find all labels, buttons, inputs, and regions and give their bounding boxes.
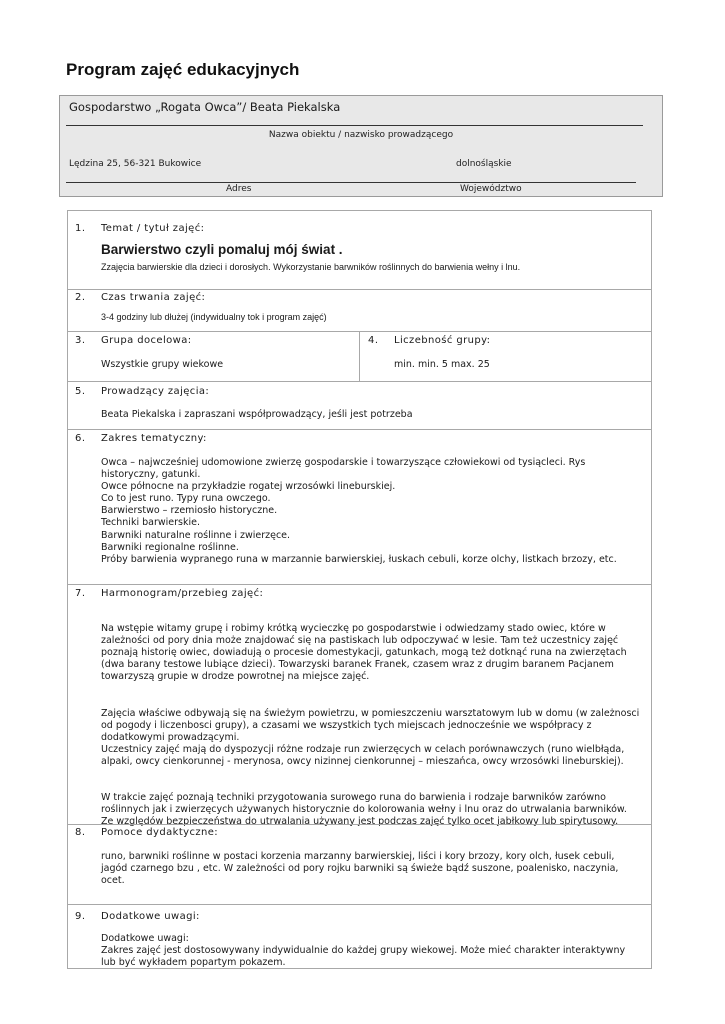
section-additional-notes (68, 904, 651, 969)
additional-notes-text: Dodatkowe uwagi: Zakres zajęć jest dostosowywany indywidualnie do każdej grupy wiekowej. Może mieć charakter interaktywny lub być wykładem popartym pokazem. (101, 933, 626, 969)
section-number: 6. (75, 433, 86, 444)
facility-caption: Nazwa obiektu / nazwisko prowadzącego (268, 130, 454, 140)
section-label: Prowadzący zajęcia: (101, 386, 210, 397)
section-number: 5. (75, 386, 86, 397)
teaching-aids-text: runo, barwniki roślinne w postaci korzenia marzanny barwierskiej, liści i kory brzozy, kory olch, łusek cebuli, jagód czarnego bzu , etc. W zależności od pory rojku barwniki są świeże bądź suszone, poalenisko, naczynia, ocet. (101, 851, 619, 887)
section-label: Czas trwania zajęć: (101, 292, 206, 303)
facility-underline (66, 125, 643, 126)
section-instructor (68, 381, 651, 430)
section-label: Grupa docelowa: (101, 335, 192, 346)
section-group-row (68, 331, 651, 382)
topic-heading: Barwierstwo czyli pomaluj mój świat . (101, 242, 343, 257)
facility-header-box (59, 95, 663, 197)
target-group-value: Wszystkie grupy wiekowe (101, 359, 224, 370)
section-number: 3. (75, 335, 86, 346)
section-label: Zakres tematyczny: (101, 433, 207, 444)
section-label: Pomoce dydaktyczne: (101, 827, 219, 838)
topic-description: Zzajęcia barwierskie dla dzieci i dorosłych. Wykorzystanie barwników roślinnych do barwienia wełny i lnu. (101, 262, 521, 272)
section-number: 4. (368, 335, 379, 346)
address-caption: Adres (226, 184, 252, 194)
group-size-value: min. min. 5 max. 25 (394, 359, 490, 370)
section-schedule (68, 584, 651, 828)
section-label: Liczebność grupy: (394, 335, 491, 346)
schedule-text (101, 611, 641, 853)
schedule-paragraph: Na wstępie witamy grupę i robimy krótką wycieczkę po gospodarstwie i odwiedzamy stado owiec, które w zależności od pory dnia może znajdować się na pastiskach lub odpoczywać w lesie. Tam też uczestnicy zajęć poznają historię owiec, dowiadują o procesie domestykacji, gatunkach, mogą też dotknąć runa na zwierzętach (dwa barany testowe lubiące dzieci). Towarzyski baranek Franek, czasem wraz z drugim baranem Pacjanem towarzyszą grupie w drodze powrotnej na miejsce zajęć. (101, 623, 627, 683)
section-teaching-aids (68, 824, 651, 905)
section-number: 9. (75, 911, 86, 922)
scope-text: Owca – najwcześniej udomowione zwierzę gospodarskie i towarzyszące człowiekowi od tysiącleci. Rys historyczny, gatunki. Owce północne na przykładzie rogatej wrzosówki lineburskiej. Co to jest runo. Typy runa owczego. Barwierstwo – rzemiosło historyczne. Techniki barwierskie. Barwniki naturalne roślinne i zwierzęce. Barwniki regionalne roślinne. Próby barwienia wypranego runa w marzannie barwierskiej, łuskach cebuli, korze olchy, listkach brzozy, etc. (101, 457, 617, 565)
section-number: 1. (75, 223, 86, 234)
section-label: Dodatkowe uwagi: (101, 911, 200, 922)
section-topic (68, 211, 651, 289)
section-number: 7. (75, 588, 86, 599)
duration-value: 3-4 godziny lub dłużej (indywidualny tok i program zajęć) (101, 312, 327, 322)
page-title: Program zajęć edukacyjnych (66, 60, 300, 79)
section-label: Temat / tytuł zajęć: (101, 223, 205, 234)
section-scope (68, 429, 651, 585)
schedule-paragraph: W trakcie zajęć poznają techniki przygotowania surowego runa do barwienia i rodzaje barwników zarówno roślinnych jak i zwierzęcych używanych historycznie do kolorowania wełny i lnu oraz do utrwalania barwników. Ze względów bezpieczeństwa do utrwalania używany jest podczas zajęć tylko ocet jabłkowy lub spirytusowy. (101, 792, 627, 828)
voivodeship-caption: Województwo (460, 184, 522, 194)
section-number: 8. (75, 827, 86, 838)
column-divider (359, 332, 360, 382)
section-number: 2. (75, 292, 86, 303)
voivodeship-value: dolnośląskie (456, 159, 512, 169)
schedule-paragraph: Zajęcia właściwe odbywają się na świeżym powietrzu, w pomieszczeniu warsztatowym lub w domu (w zależnosci od pogody i liczenbosci grupy), a czasami we wszystkich tych miejscach jednocześnie we współpracy z dodatkowymi prowadzącymi. Uczestnicy zajęć mają do dyspozycji różne rodzaje run zwierzęcych w celach porównawczych (runo wielbłąda, alpaki, owcy cienkorunnej - merynosa, owcy nizinnej cienkorunnej – mieszańca, owcy wrzosówki lineburskiej). (101, 707, 640, 768)
address-underline (66, 182, 636, 183)
section-label: Harmonogram/przebieg zajęć: (101, 588, 264, 599)
instructor-value: Beata Piekalska i zapraszani współprowadzący, jeśli jest potrzeba (101, 409, 413, 420)
section-duration (68, 289, 651, 332)
address-value: Lędzina 25, 56-321 Bukowice (69, 159, 202, 169)
facility-name: Gospodarstwo „Rogata Owca”/ Beata Piekalska (69, 100, 341, 114)
program-table (67, 210, 652, 969)
